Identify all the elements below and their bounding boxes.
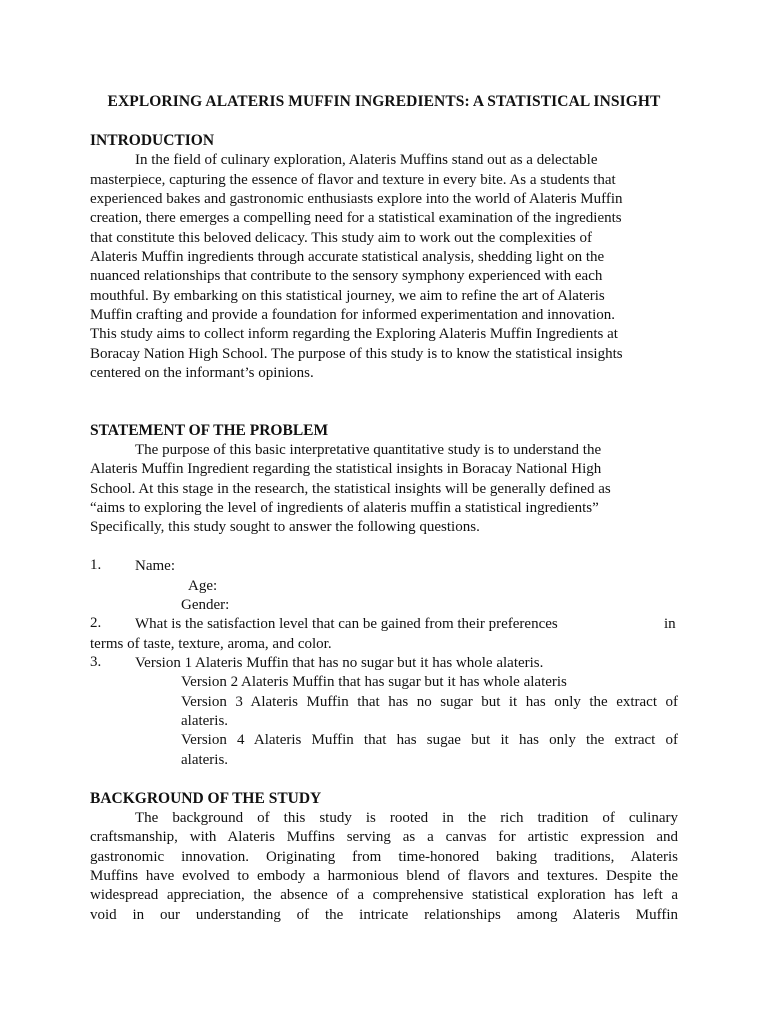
intro-line: experienced bakes and gastronomic enthusiasts explore into the world of Alateris Muffin: [90, 191, 623, 207]
background-heading: BACKGROUND OF THE STUDY: [90, 790, 322, 807]
version-1: Version 1 Alateris Muffin that has no sugar but it has whole alateris.: [135, 655, 544, 671]
background-line: The background of this study is rooted in the rich tradition of culinary: [135, 810, 678, 826]
intro-line: mouthful. By embarking on this statistical journey, we aim to refine the art of Alateris: [90, 288, 605, 304]
intro-line: centered on the informant’s opinions.: [90, 365, 314, 381]
document-title: EXPLORING ALATERIS MUFFIN INGREDIENTS: A STATISTICAL INSIGHT: [107, 93, 661, 110]
intro-line: nuanced relationships that contribute to the sensory symphony experienced with each: [90, 268, 603, 284]
version-3: Version 3 Alateris Muffin that has no sugar but it has only the extract of: [181, 694, 678, 710]
background-line: void in our understanding of the intricate relationships among Alateris Muffin: [90, 907, 678, 923]
question-1-age: Age:: [188, 578, 218, 594]
version-3-cont: alateris.: [181, 713, 229, 729]
question-1-number: 1.: [90, 557, 102, 573]
problem-line: Alateris Muffin Ingredient regarding the statistical insights in Boracay National High: [90, 461, 602, 477]
problem-line: The purpose of this basic interpretative quantitative study is to understand the: [135, 442, 602, 458]
problem-line: School. At this stage in the research, the statistical insights will be generally defined as: [90, 481, 611, 497]
problem-line: Specifically, this study sought to answer the following questions.: [90, 519, 480, 535]
introduction-heading: INTRODUCTION: [90, 132, 215, 149]
intro-line: Muffin crafting and provide a foundation for informed experimentation and innovation.: [90, 307, 615, 323]
version-2: Version 2 Alateris Muffin that has sugar but it has whole alateris: [181, 674, 567, 690]
background-line: craftsmanship, with Alateris Muffins serving as a canvas for artistic expression and: [90, 829, 678, 845]
intro-line: This study aims to collect inform regarding the Exploring Alateris Muffin Ingredients at: [90, 326, 618, 342]
intro-line: masterpiece, capturing the essence of flavor and texture in every bite. As a students that: [90, 172, 616, 188]
question-2-continuation: terms of taste, texture, aroma, and color.: [90, 636, 332, 652]
question-2-in: in: [664, 616, 676, 632]
question-1-gender: Gender:: [181, 597, 230, 613]
intro-line: Alateris Muffin ingredients through accurate statistical analysis, shedding light on the: [90, 249, 605, 265]
intro-line: creation, there emerges a compelling need for a statistical examination of the ingredients: [90, 210, 622, 226]
version-4-cont: alateris.: [181, 752, 229, 768]
intro-line: Boracay Nation High School. The purpose of this study is to know the statistical insights: [90, 346, 623, 362]
question-2-number: 2.: [90, 615, 102, 631]
version-4: Version 4 Alateris Muffin that has sugae but it has only the extract of: [181, 732, 678, 748]
problem-line: “aims to exploring the level of ingredients of alateris muffin a statistical ingredients”: [90, 500, 599, 516]
question-2-text: What is the satisfaction level that can be gained from their preferences: [135, 616, 558, 632]
background-line: Muffins have evolved to embody a harmonious blend of flavors and textures. Despite the: [90, 868, 678, 884]
question-3-number: 3.: [90, 654, 102, 670]
intro-line: In the field of culinary exploration, Alateris Muffins stand out as a delectable: [135, 152, 598, 168]
background-line: widespread appreciation, the absence of a comprehensive statistical exploration has left a: [90, 887, 678, 903]
problem-heading: STATEMENT OF THE PROBLEM: [90, 422, 329, 439]
intro-line: that constitute this beloved delicacy. This study aim to work out the complexities of: [90, 230, 592, 246]
question-1-name: Name:: [135, 558, 175, 574]
background-line: gastronomic innovation. Originating from time-honored baking traditions, Alateris: [90, 849, 678, 865]
